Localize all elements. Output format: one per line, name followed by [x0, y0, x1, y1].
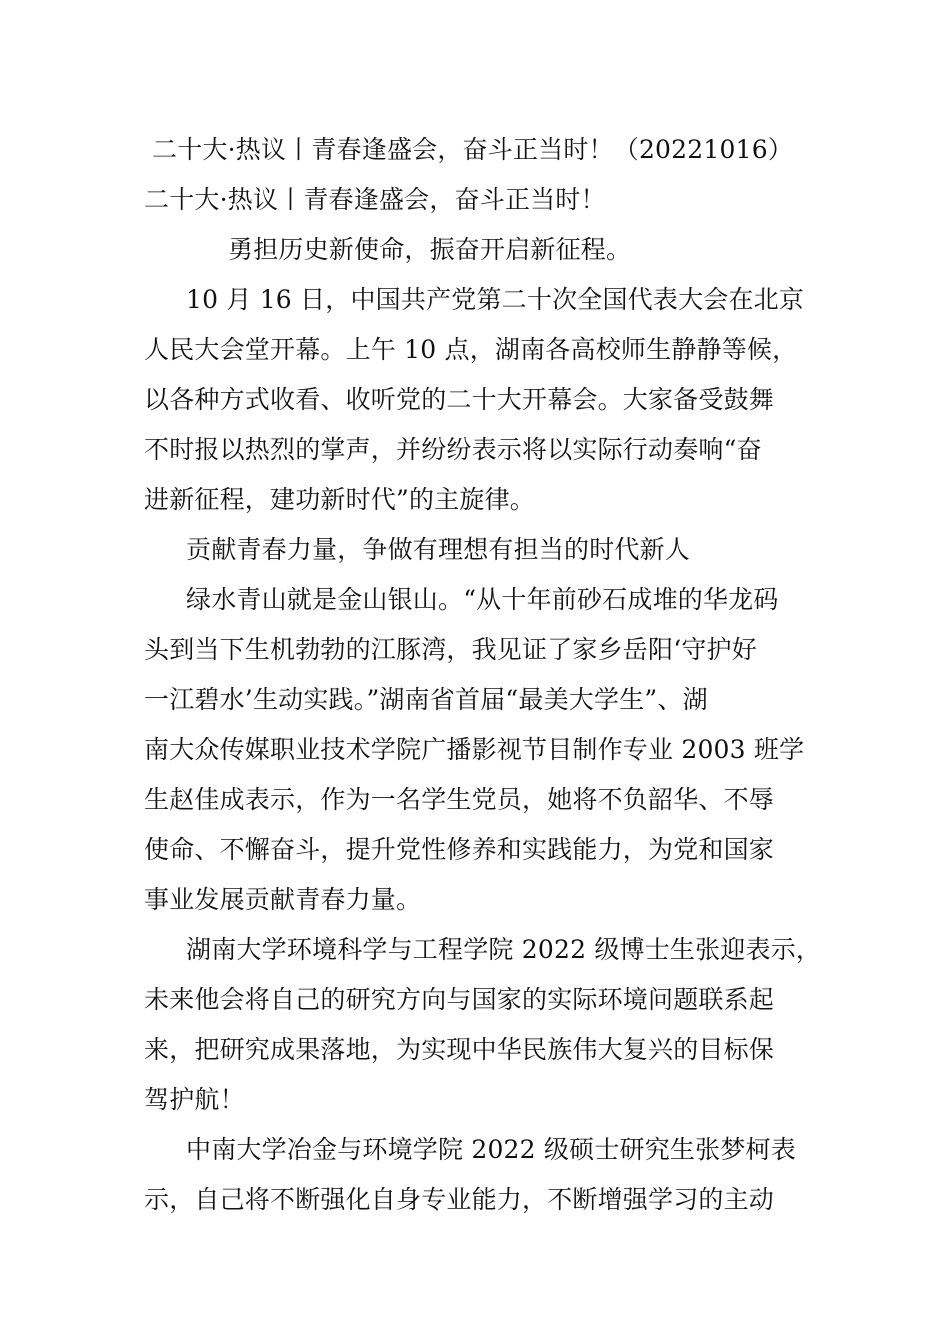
section-subtitle: 勇担历史新使命，振奋开启新征程。	[228, 235, 632, 264]
paragraph-line: 湖南大学环境科学与工程学院 2022 级博士生张迎表示，	[186, 935, 822, 964]
paragraph-line: 事业发展贡献青春力量。	[144, 885, 422, 914]
document-title: 二十大·热议丨青春逢盛会，奋斗正当时！（20221016）	[152, 135, 793, 164]
paragraph-line: 来，把研究成果落地，为实现中华民族伟大复兴的目标保	[144, 1035, 775, 1064]
document-heading: 二十大·热议丨青春逢盛会，奋斗正当时！	[144, 185, 606, 214]
paragraph-line: 使命、不懈奋斗，提升党性修养和实践能力，为党和国家	[144, 835, 775, 864]
paragraph-line: 10 月 16 日，中国共产党第二十次全国代表大会在北京	[186, 285, 805, 314]
paragraph-line: 头到当下生机勃勃的江豚湾，我见证了家乡岳阳‘守护好	[144, 635, 757, 664]
paragraph-line: 绿水青山就是金山银山。“从十年前砂石成堆的华龙码	[186, 585, 779, 614]
paragraph-line: 中南大学冶金与环境学院 2022 级硕士研究生张梦柯表	[186, 1135, 796, 1164]
paragraph-line: 一江碧水’生动实践。”湖南省首届“最美大学生”、湖	[144, 685, 708, 714]
paragraph-line: 人民大会堂开幕。上午 10 点，湖南各高校师生静静等候，	[144, 335, 798, 364]
paragraph-line: 以各种方式收看、收听党的二十大开幕会。大家备受鼓舞	[144, 385, 775, 414]
paragraph-line: 不时报以热烈的掌声，并纷纷表示将以实际行动奏响“奋	[144, 435, 762, 464]
paragraph-line: 生赵佳成表示，作为一名学生党员，她将不负韶华、不辱	[144, 785, 775, 814]
section-subtitle: 贡献青春力量，争做有理想有担当的时代新人	[186, 535, 691, 564]
paragraph-line: 驾护航！	[144, 1085, 245, 1114]
paragraph-line: 未来他会将自己的研究方向与国家的实际环境问题联系起	[144, 985, 775, 1014]
paragraph-line: 南大众传媒职业技术学院广播影视节目制作专业 2003 班学	[144, 735, 805, 764]
paragraph-line: 进新征程，建功新时代”的主旋律。	[144, 485, 535, 514]
paragraph-line: 示，自己将不断强化自身专业能力，不断增强学习的主动	[144, 1185, 775, 1214]
